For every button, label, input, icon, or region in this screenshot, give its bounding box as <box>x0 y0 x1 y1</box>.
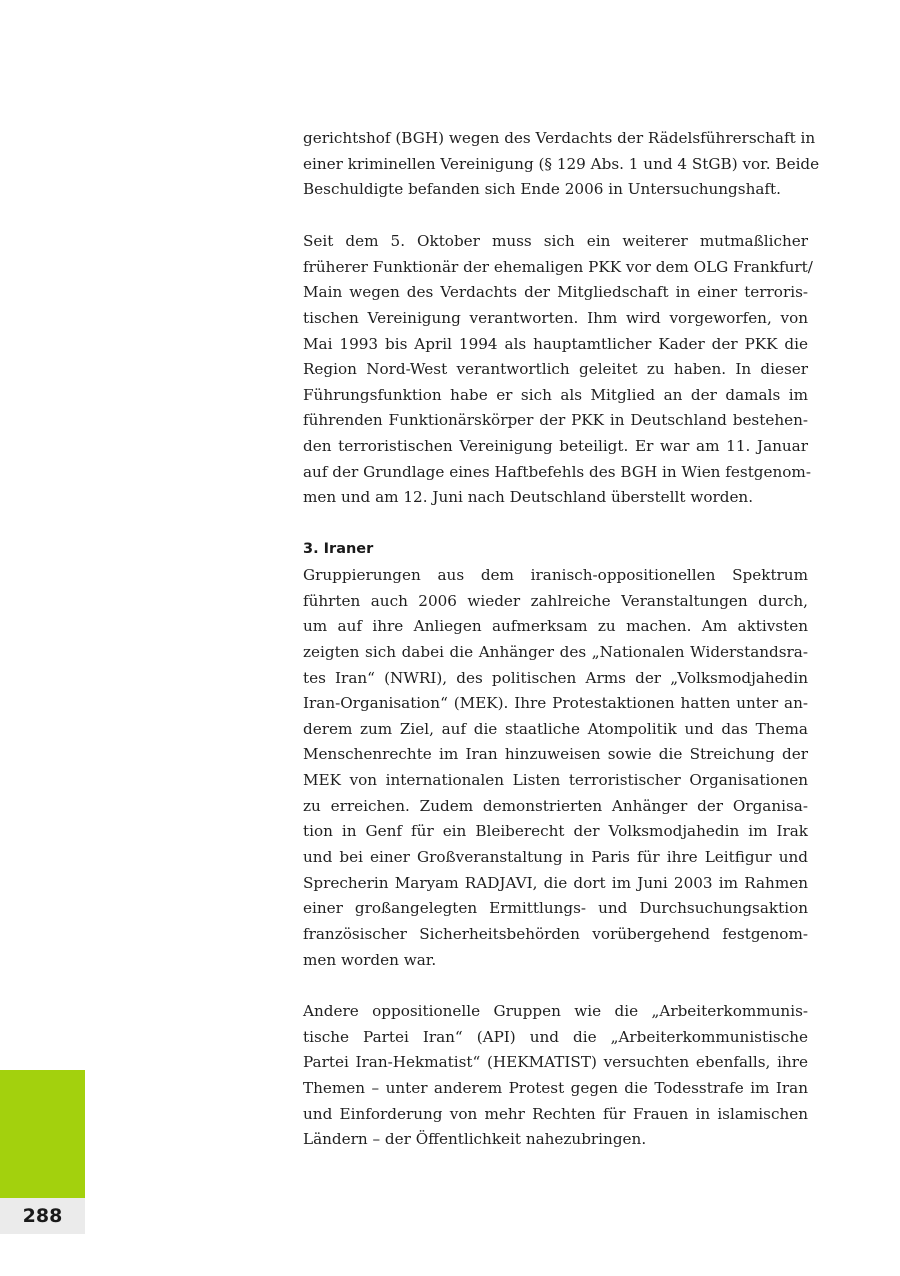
text-line: Andere oppositionelle Gruppen wie die „Arbeiterkommunis- <box>303 1002 808 1020</box>
text-line: Führungsfunktion habe er sich als Mitglied an der damals im <box>303 385 808 404</box>
paragraph-4 <box>303 999 808 1153</box>
text-line: Themen – unter anderem Protest gegen die Todesstrafe im Iran <box>303 1078 808 1097</box>
text-line: und bei einer Großveranstaltung in Paris für ihre Leitfigur und <box>303 848 808 867</box>
text-line: tes Iran“ (NWRI), des politischen Arms der „Volksmodjahedin <box>303 668 808 687</box>
text-line: französischer Sicherheitsbehörden vorübergehend festgenom- <box>303 924 808 943</box>
paragraph-2 <box>303 229 813 511</box>
text-line: Menschenrechte im Iran hinzuweisen sowie die Streichung der <box>303 745 808 764</box>
text-line: zeigten sich dabei die Anhänger des „Nationalen Widerstandsra- <box>303 642 808 661</box>
text-line: Sprecherin Maryam RADJAVI, die dort im Juni 2003 im Rahmen <box>303 873 808 892</box>
text-line: Main wegen des Verdachts der Mitgliedschaft in einer terroris- <box>303 283 808 302</box>
text-line: Iran-Organisation“ (MEK). Ihre Protestaktionen hatten unter an- <box>303 694 808 713</box>
text-line: Beschuldigte befanden sich Ende 2006 in Untersuchungshaft. <box>303 180 781 199</box>
text-line: einer großangelegten Ermittlungs- und Durchsuchungsaktion <box>303 899 808 918</box>
text-line: derem zum Ziel, auf die staatliche Atompolitik und das Thema <box>303 719 808 738</box>
text-line: tische Partei Iran“ (API) und die „Arbeiterkommunistische <box>303 1027 808 1046</box>
chapter-color-tab <box>0 1070 85 1198</box>
paragraph-3 <box>303 563 808 973</box>
text-line: um auf ihre Anliegen aufmerksam zu machen. Am aktivsten <box>303 617 808 636</box>
text-line: einer kriminellen Vereinigung (§ 129 Abs. 1 und 4 StGB) vor. Beide <box>303 154 820 173</box>
text-line: früherer Funktionär der ehemaligen PKK vor dem OLG Frankfurt/ <box>303 257 813 276</box>
text-line: Ländern – der Öffentlichkeit nahezubringen. <box>303 1130 647 1149</box>
text-line: und Einforderung von mehr Rechten für Frauen in islamischen <box>303 1104 808 1123</box>
text-line: Seit dem 5. Oktober muss sich ein weiterer mutmaßlicher <box>303 232 808 250</box>
text-line: gerichtshof (BGH) wegen des Verdachts der Rädelsführerschaft in <box>303 129 816 147</box>
text-line: den terroristischen Vereinigung beteiligt. Er war am 11. Januar <box>303 437 808 456</box>
text-line: tion in Genf für ein Bleiberecht der Volksmodjahedin im Irak <box>303 822 808 841</box>
text-line: führten auch 2006 wieder zahlreiche Veranstaltungen durch, <box>303 591 808 610</box>
text-line: zu erreichen. Zudem demonstrierten Anhänger der Organisa- <box>303 796 808 815</box>
text-line: Gruppierungen aus dem iranisch-oppositionellen Spektrum <box>303 566 808 584</box>
text-line: führenden Funktionärskörper der PKK in Deutschland bestehen- <box>303 411 808 430</box>
text-line: tischen Vereinigung verantworten. Ihm wird vorgeworfen, von <box>303 308 808 327</box>
text-line: men worden war. <box>303 950 437 969</box>
text-line: Region Nord-West verantwortlich geleitet zu haben. In dieser <box>303 360 808 379</box>
text-line: men und am 12. Juni nach Deutschland überstellt worden. <box>303 488 754 507</box>
text-line: MEK von internationalen Listen terroristischer Organisationen <box>303 771 808 790</box>
section-heading: 3. Iraner <box>303 541 374 557</box>
page-number: 288 <box>0 1198 85 1234</box>
text-line: Partei Iran-Hekmatist“ (HEKMATIST) versuchten ebenfalls, ihre <box>303 1053 808 1072</box>
text-line: auf der Grundlage eines Haftbefehls des BGH in Wien festgenom- <box>303 462 811 481</box>
paragraph-1 <box>303 126 820 203</box>
text-line: Mai 1993 bis April 1994 als hauptamtlicher Kader der PKK die <box>303 334 808 353</box>
